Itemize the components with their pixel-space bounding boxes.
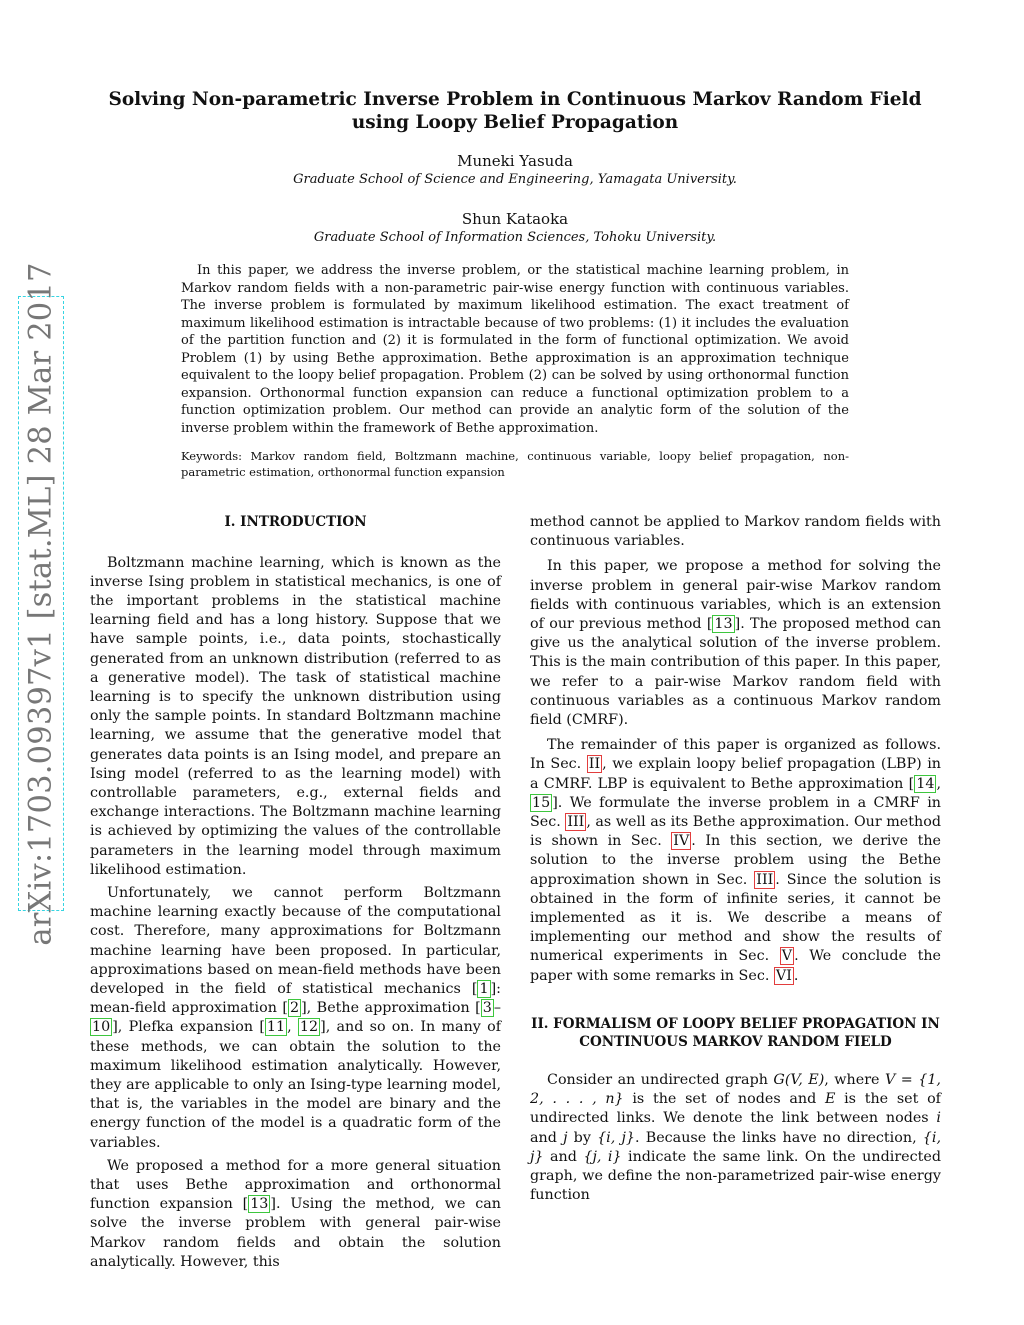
citation-link[interactable]: 1 [479,980,489,997]
text: , [287,1019,298,1036]
text: is the set of nodes and [623,1091,825,1108]
text: by [567,1129,598,1146]
text: : mean-field approximation [90,980,501,1017]
text: . We conclude the paper with some remarks in Sec. [530,948,941,984]
citation-link[interactable]: 11 [266,1019,286,1036]
text: The remainder of this paper is organized as follows. In Sec. [530,737,941,773]
math: {i, j} [597,1129,635,1146]
citation-link[interactable]: 10 [92,1019,111,1036]
intro-p1-text: Boltzmann machine learning, which is known as the inverse Ising problem in statistical mechanics, is one of the important problems in the statistical machine learning field and has a long history. Suppose that we have sample points, i.e., data points, stochastically generated from an unknown distribution (referred to as a generative model). The task of statistical machine learning is to specify the unknown distribution using only the sample points. In standard Boltzmann machine learning, we assume that the generative model that generates data points is an Ising model, and prepare an Ising model (referred to as the learning model) with controllable parameters, e.g., external fields and exchange interactions. The Boltzmann machine learning is achieved by optimizing the values of the controllable parameters in the learning model through maximum likelihood estimation. [90,554,501,878]
intro-paragraph-5: The remainder of this paper is organized as follows. In Sec. II , we explain loopy belief propagation (LBP) in a CMRF. LBP is equivalent to Bethe approximation [ 14 , 15 ]. We formulate the inverse problem in a CMRF in Sec. III , as well as its Bethe approximation. Our method is shown in Sec. IV . In this section, we derive the solution to the inverse problem using the Bethe approximation shown in Sec. III . Since the solution is obtained in the form of infinite series, it cannot be implemented as it is. We describe a means of implementing our method and show the results of numerical experiments in Sec. V . We conclude the paper with some remarks in Sec. VI . [530,737,942,984]
math: G(V, E) [773,1072,825,1088]
abstract-text: In this paper, we address the inverse problem, or the statistical machine learning problem, in Markov random fields with a non-parametric pair-wise energy function with continuous variables. The inverse problem is formulated by maximum likelihood estimation. The exact treatment of maximum likelihood estimation is intractable because of two problems: (1) it includes the evaluation of the partition function and (2) it is formulated in the form of functional optimization. We avoid Problem (1) by using Bethe approximation. Bethe approximation is an approximation technique equivalent to the loopy belief propagation. Problem (2) can be solved by using orthonormal function expansion. Orthonormal function expansion can reduce a functional optimization problem to a function optimization problem. Our method can provide an analytic form of the solution of the inverse problem within the framework of Bethe approximation. [181,263,849,436]
section-2 [530,1016,941,1209]
section-link[interactable]: V [781,948,793,965]
section-link[interactable]: II [588,756,601,773]
text: method cannot be applied to Markov random fields with continuous variables. [530,514,941,550]
intro-paragraph-3-cont [530,513,941,551]
text: . Because the links have no direction, [635,1129,923,1146]
intro-paragraph-4: In this paper, we propose a method for solving the inverse problem in general pair-wise Markov random fields with continuous variables, which is an extension of our previous method [ 13 ]. The proposed method can give us the analytical solution of the inverse problem. This is the main contribution of this paper. In this paper, we refer to a pair-wise Markov random field with continuous variables as a continuous Markov random field (CMRF). [530,558,941,729]
section-2-heading: II. FORMALISM OF LOOPY BELIEF PROPAGATION IN CONTINUOUS MARKOV RANDOM FIELD [531,1016,940,1050]
text: . We formulate the inverse problem in a CMRF in Sec. [530,794,941,831]
author-1: Muneki Yasuda [457,152,573,170]
citation-link[interactable]: 13 [250,1196,269,1213]
citation-link[interactable]: 3 [482,1000,492,1017]
text: . Since the solution is obtained in the form of infinite series, it cannot be implemented as it is. We describe a means of implementing our method and show the results of numerical experiments in Sec. [530,871,942,965]
text: and [530,1129,564,1146]
text: , Bethe approximation [306,1000,476,1017]
math: V = {1, 2, . . . , n} [530,1072,941,1108]
text: In this paper, we propose a method for solving the inverse problem in general pair-wise Markov random fields with continuous variables, which is an extension of our previous method [530,558,941,633]
text: . Using the method, we can solve the inverse problem with general pair-wise Markov random fields and obtain the solution analytically. However, this [90,1196,501,1270]
text: Unfortunately, we cannot perform Boltzmann machine learning exactly because of the computational cost. Therefore, many approximations for Boltzmann machine learning have been proposed. In particular, approximations based on mean-field methods have been developed in the field of statistical mechanics [90,884,501,997]
citation-link[interactable]: 15 [532,794,551,811]
section-link[interactable]: IV [673,833,690,850]
math: E [824,1091,836,1108]
text: Consider an undirected graph [547,1072,774,1088]
text: indicate the same link. On the undirected graph, we define the non-parametrized pair-wise energy function [530,1148,941,1204]
section-link[interactable]: III [756,871,774,888]
left-column [90,514,501,1276]
right-column [530,513,941,990]
math: {j, i} [583,1148,622,1165]
text: , Plefka expansion [117,1019,260,1036]
math: {i, j} [530,1129,941,1165]
text: We proposed a method for a more general situation that uses Bethe approximation and orthonormal function expansion [90,1157,501,1213]
intro-paragraph-2: Unfortunately, we cannot perform Boltzmann machine learning exactly because of the computational cost. Therefore, many approximations for Boltzmann machine learning have been proposed. In particular, approximations based on mean-field methods have been developed in the field of statistical mechanics [ 1 ]: mean-field approximation [ 2 ], Bethe approximation [ 3 –10 ], Plefka expansion [ 11 , 12 ], and so on. In many of these methods, we can obtain the solution to the maximum likelihood estimation analytically. However, they are applicable to only an Ising-type learning model, that is, the variables in the model are binary and the energy function of the model is a quadratic form of the variables. [90,884,501,1151]
section-link[interactable]: III [567,814,585,831]
affiliation-1: Graduate School of Science and Engineering, Yamagata University. [293,172,737,187]
citation-link[interactable]: 2 [289,1000,300,1017]
text: , as well as its Bethe approximation. Our method is shown in Sec. [530,814,941,850]
section-1-heading: I. INTRODUCTION [224,514,367,530]
intro-paragraph-1 [90,554,501,880]
text: , we explain loopy belief propagation (LBP) in a CMRF. LBP is equivalent to Bethe approximation [530,756,941,792]
paper-title: Solving Non-parametric Inverse Problem in Continuous Markov Random Field using Loopy Belief Propagation [108,89,922,133]
formalism-paragraph-1 [530,1071,941,1205]
arxiv-id[interactable]: arXiv:1703.09397v1 [stat.ML] 28 Mar 2017 [23,261,59,946]
affiliation-2: Graduate School of Information Sciences, Tohoku University. [313,230,717,245]
text: , and so on. In many of these methods, we can obtain the solution to the maximum likelihood estimation analytically. However, they are applicable to only an Ising-type learning model, that is, the variables in the model are binary and the energy function of the model is a quadratic form of the variables. [90,1019,501,1151]
author-2: Shun Kataoka [461,210,569,228]
text: , where [824,1072,885,1088]
arxiv-stamp[interactable] [18,261,64,946]
section-link[interactable]: VI [775,967,792,984]
text: . [793,967,799,984]
math: i [936,1110,941,1127]
text: – [493,1000,501,1017]
citation-link[interactable]: 14 [916,775,935,792]
math: j [563,1129,568,1146]
keywords: Keywords: Markov random field, Boltzmann machine, continuous variable, loopy belief propagation, non-parametric estimation, orthonormal function expansion [181,449,849,479]
intro-paragraph-3: We proposed a method for a more general situation that uses Bethe approximation and orthonormal function expansion [ 13 ]. Using the method, we can solve the inverse problem with general pair-wise Markov random fields and obtain the solution analytically. However, this [90,1157,501,1270]
text: . The proposed method can give us the analytical solution of the inverse problem. This is the main contribution of this paper. In this paper, we refer to a pair-wise Markov random field with continuous variables as a continuous Markov random field (CMRF). [530,616,941,729]
text: . In this section, we derive the solution to the inverse problem using the Bethe approximation shown in Sec. [530,833,941,888]
citation-link[interactable]: 12 [299,1019,319,1036]
text: , [936,775,941,792]
text: is the set of undirected links. We denote the link between nodes [530,1091,941,1127]
abstract [181,262,849,437]
citation-link[interactable]: 13 [714,616,733,633]
text: and [543,1148,584,1165]
